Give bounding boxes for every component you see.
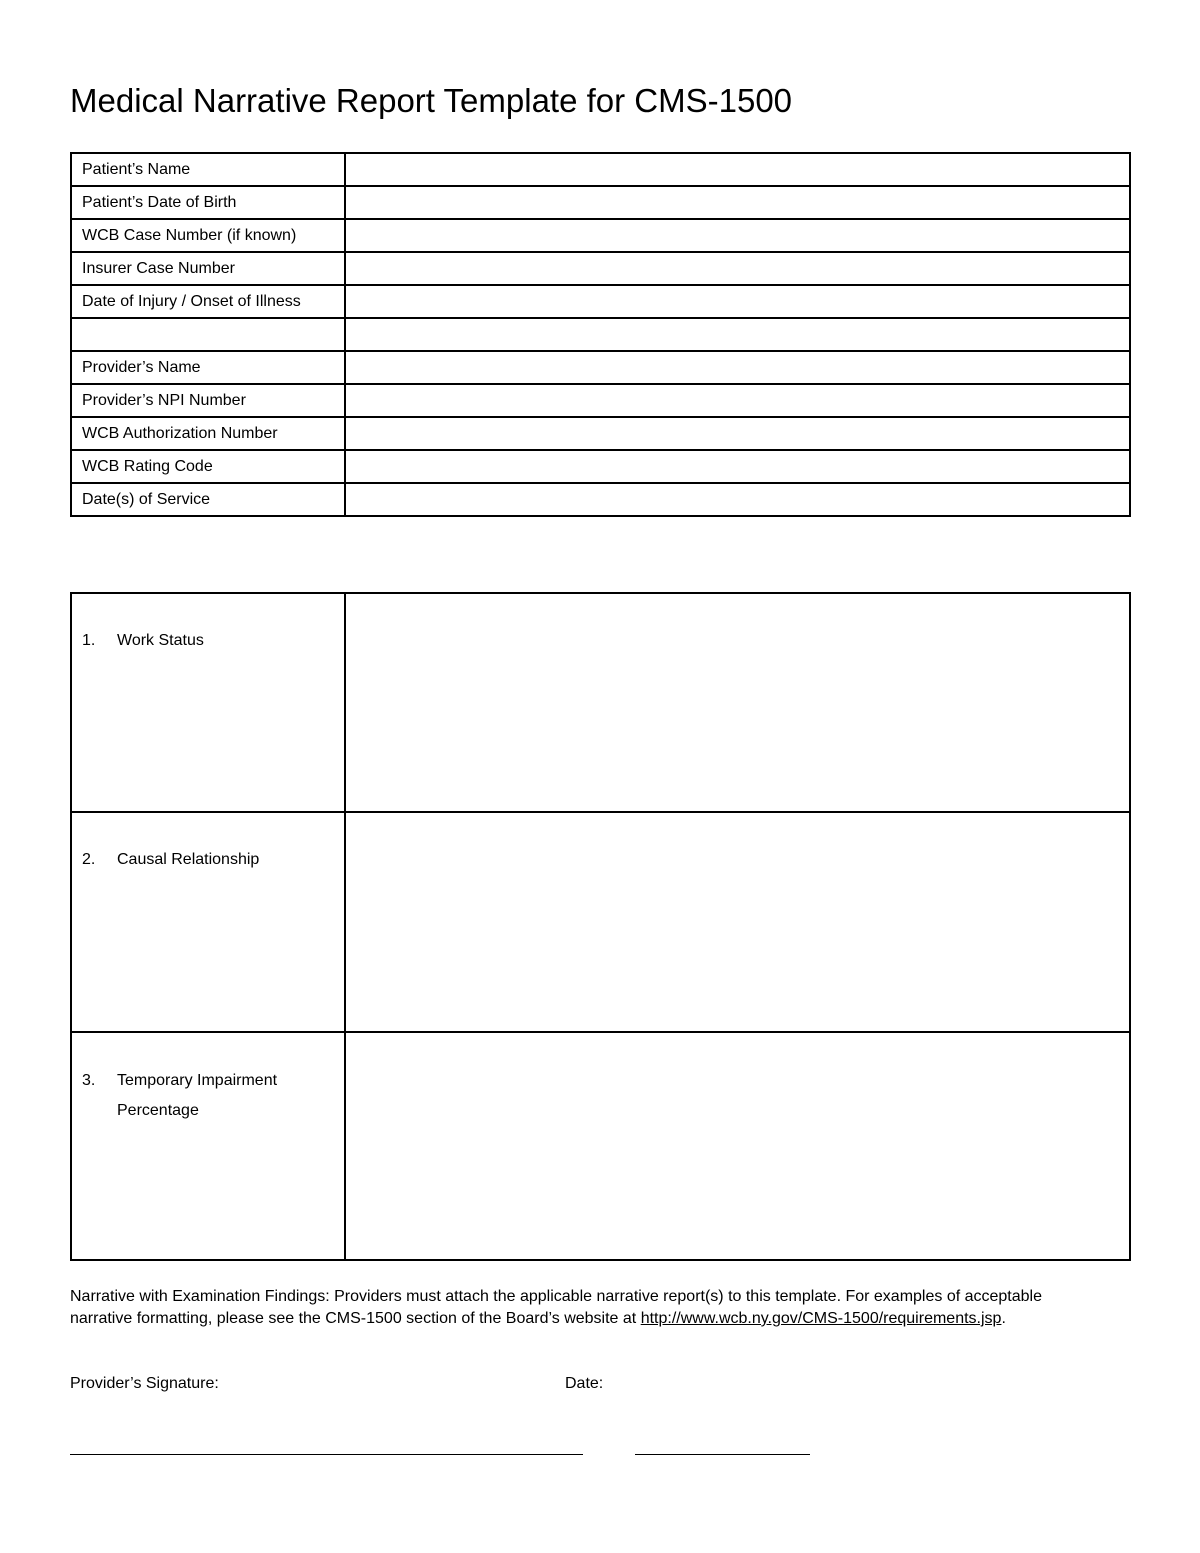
wcb-rating-code-field[interactable]: [345, 450, 1130, 483]
info-row: [71, 417, 1130, 450]
patient-dob-field[interactable]: [345, 186, 1130, 219]
info-label: WCB Authorization Number: [71, 417, 345, 450]
section-number: 2.: [82, 851, 96, 868]
info-label: Patient’s Date of Birth: [71, 186, 345, 219]
info-label: Provider’s NPI Number: [71, 384, 345, 417]
info-row: [71, 351, 1130, 384]
provider-signature-line[interactable]: [70, 1454, 583, 1455]
section-label: Temporary Impairment Percentage: [117, 1072, 278, 1119]
section-value[interactable]: [346, 1033, 1129, 1259]
section-value[interactable]: [346, 813, 1129, 1031]
page-title: Medical Narrative Report Template for CMS-1500: [70, 82, 793, 119]
narrative-sections-table: [70, 592, 1131, 1261]
section-row: [71, 812, 1130, 1032]
info-label: Date of Injury / Onset of Illness: [71, 285, 345, 318]
info-row: [71, 483, 1130, 516]
section-number: 1.: [82, 632, 96, 649]
patient-provider-info-table: [70, 152, 1131, 517]
section-label-cell: [71, 593, 345, 812]
date-label: Date:: [565, 1375, 604, 1392]
narrative-text: Narrative with Examination Findings: Providers must attach the applicable narrative report(s) to this template. For examples of acceptable narrative formatting, please see the CMS-1500 section of the Board’s website at: [70, 1288, 1042, 1327]
requirements-link[interactable]: http://www.wcb.ny.gov/CMS-1500/requirements.jsp: [640, 1310, 1002, 1327]
narrative-instructions: [70, 1286, 1070, 1330]
info-row: [71, 153, 1130, 186]
section-row: [71, 1032, 1130, 1260]
info-label: Insurer Case Number: [71, 252, 345, 285]
work-status-field[interactable]: [345, 593, 1130, 812]
section-label: Causal Relationship: [117, 851, 260, 868]
insurer-case-number-field[interactable]: [345, 252, 1130, 285]
info-row: [71, 384, 1130, 417]
info-row-blank: [71, 318, 1130, 351]
info-row: [71, 252, 1130, 285]
info-row: [71, 285, 1130, 318]
narrative-end: .: [1001, 1310, 1006, 1327]
info-row: [71, 450, 1130, 483]
info-row: [71, 186, 1130, 219]
info-row: [71, 219, 1130, 252]
info-label: [71, 318, 345, 351]
section-label-cell: [71, 812, 345, 1032]
info-label: Patient’s Name: [71, 153, 345, 186]
date-of-injury-field[interactable]: [345, 285, 1130, 318]
section-label: Work Status: [117, 632, 204, 649]
info-label: WCB Case Number (if known): [71, 219, 345, 252]
dates-of-service-field[interactable]: [345, 483, 1130, 516]
info-label: Date(s) of Service: [71, 483, 345, 516]
provider-signature-label: Provider’s Signature:: [70, 1375, 219, 1392]
blank-field[interactable]: [345, 318, 1130, 351]
section-number: 3.: [82, 1072, 96, 1089]
wcb-case-number-field[interactable]: [345, 219, 1130, 252]
info-label: WCB Rating Code: [71, 450, 345, 483]
wcb-authorization-field[interactable]: [345, 417, 1130, 450]
patient-name-field[interactable]: [345, 153, 1130, 186]
section-row: [71, 593, 1130, 812]
temporary-impairment-field[interactable]: [345, 1032, 1130, 1260]
section-value[interactable]: [346, 594, 1129, 811]
section-label-cell: [71, 1032, 345, 1260]
date-line[interactable]: [635, 1454, 810, 1455]
causal-relationship-field[interactable]: [345, 812, 1130, 1032]
provider-npi-field[interactable]: [345, 384, 1130, 417]
provider-name-field[interactable]: [345, 351, 1130, 384]
info-label: Provider’s Name: [71, 351, 345, 384]
